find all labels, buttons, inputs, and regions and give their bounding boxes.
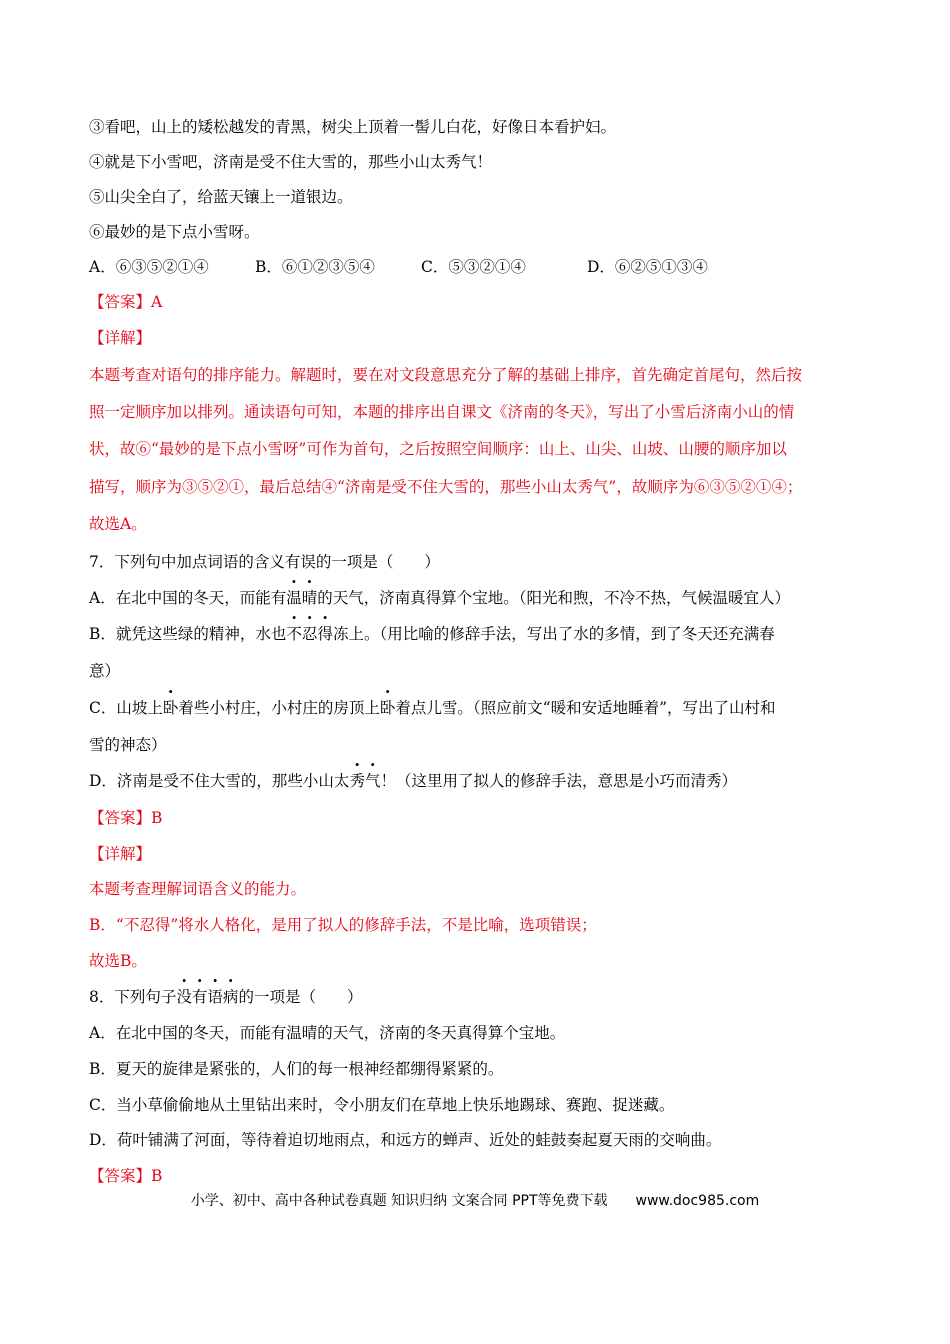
footer-text: 小学、初中、高中各种试卷真题 知识归纳 文案合同 PPT等免费下载	[190, 1193, 608, 1209]
q6-options	[89, 256, 864, 278]
dotted-word: 秀气	[349, 772, 381, 790]
q7-stem: 7．下列句中加点词语的含义有误的一项是（ ）	[89, 553, 440, 571]
dotted-word: 卧	[162, 699, 179, 717]
q8-option-c: C．当小草偷偷地从土里钻出来时，令小朋友们在草地上快乐地踢球、赛跑、捉迷藏。	[89, 1096, 675, 1114]
q7-detail-line: 故选B。	[89, 952, 147, 970]
text: B．就凭这些绿的精神，水也	[89, 625, 287, 643]
q6-option-a: A．⑥③⑤②①④	[89, 258, 209, 276]
q7-option-d	[89, 770, 864, 792]
q8-stem	[89, 986, 864, 1008]
q6-detail-label: 【详解】	[89, 329, 152, 347]
q6-detail-line: 本题考查对语句的排序能力。解题时，要在对文段意思充分了解的基础上排序，首先确定首尾句，然后按	[89, 366, 803, 384]
q7-option-b-cont: 意）	[89, 662, 121, 680]
text: 8．下列句子	[89, 988, 177, 1006]
q6-detail-line: 故选A。	[89, 515, 147, 533]
text: C．山坡上	[89, 699, 163, 717]
text: A．在北中国的冬天，而能有	[89, 589, 287, 607]
q6-answer: 【答案】A	[89, 293, 163, 311]
q6-option-c: C．⑤③②①④	[421, 258, 526, 276]
text: 冻上。（用比喻的修辞手法，写出了水的多情，到了冬天还充满春	[332, 625, 775, 643]
text: 着点儿雪。（照应前文“暖和安适地睡着”，写出了山村和	[395, 699, 776, 717]
q7-option-c-cont: 雪的神态）	[89, 736, 167, 754]
q6-option-d: D．⑥②⑤①③④	[587, 258, 708, 276]
q8-option-b: B．夏天的旋律是紧张的，人们的每一根神经都绷得紧紧的。	[89, 1060, 504, 1078]
q6-option-b: B．⑥①②③⑤④	[255, 258, 375, 276]
text: 的天气，济南真得算个宝地。（阳光和煦，不冷不热，气候温暖宜人）	[317, 589, 790, 607]
q6-sentence-6: ⑥最妙的是下点小雪呀。	[89, 223, 260, 241]
q7-detail-line: B．“不忍得”将水人格化，是用了拟人的修辞手法，不是比喻，选项错误；	[89, 916, 597, 934]
q6-sentence-5: ⑤山尖全白了，给蓝天镶上一道银边。	[89, 188, 353, 206]
text: D．济南是受不住大雪的，那些小山太	[89, 772, 350, 790]
dotted-word: 没有语病	[176, 988, 239, 1006]
q7-answer: 【答案】B	[89, 809, 163, 827]
text: 着些小村庄，小村庄的房顶上	[178, 699, 380, 717]
q6-detail-line: 照一定顺序加以排列。通读语句可知，本题的排序出自课文《济南的冬天》，写出了小雪后济南小山的情	[89, 403, 795, 421]
q8-answer: 【答案】B	[89, 1167, 163, 1185]
q8-option-d: D．荷叶铺满了河面，等待着迫切地雨点，和远方的蝉声、近处的蛙鼓奏起夏天雨的交响曲。	[89, 1131, 722, 1149]
dotted-word: 卧	[379, 699, 396, 717]
q7-option-a	[89, 587, 864, 609]
text: 的一项是（ ）	[238, 988, 363, 1006]
q6-sentence-3: ③看吧，山上的矮松越发的青黑，树尖上顶着一髻儿白花，好像日本看护妇。	[89, 118, 617, 136]
q7-detail-label: 【详解】	[89, 845, 152, 863]
page-footer	[0, 1190, 950, 1210]
q6-detail-line: 描写，顺序为③⑤②①，最后总结④“济南是受不住大雪的，那些小山太秀气”，故顺序为⑥③⑤②①④；	[89, 478, 803, 496]
q8-option-a: A．在北中国的冬天，而能有温晴的天气，济南的冬天真得算个宝地。	[89, 1024, 566, 1042]
text: ！（这里用了拟人的修辞手法，意思是小巧而清秀）	[380, 772, 737, 790]
dotted-word: 温晴	[286, 589, 318, 607]
q6-sentence-4: ④就是下小雪吧，济南是受不住大雪的，那些小山太秀气！	[89, 153, 493, 171]
dotted-word: 不忍得	[286, 625, 333, 643]
q7-detail-line: 本题考查理解词语含义的能力。	[89, 880, 307, 898]
footer-url-link[interactable]: www.doc985.com	[635, 1193, 760, 1209]
q7-option-c	[89, 697, 864, 719]
q7-option-b	[89, 623, 864, 645]
q6-detail-line: 状，故⑥“最妙的是下点小雪呀”可作为首句，之后按照空间顺序：山上、山尖、山坡、山腰的顺序加以	[89, 440, 787, 458]
